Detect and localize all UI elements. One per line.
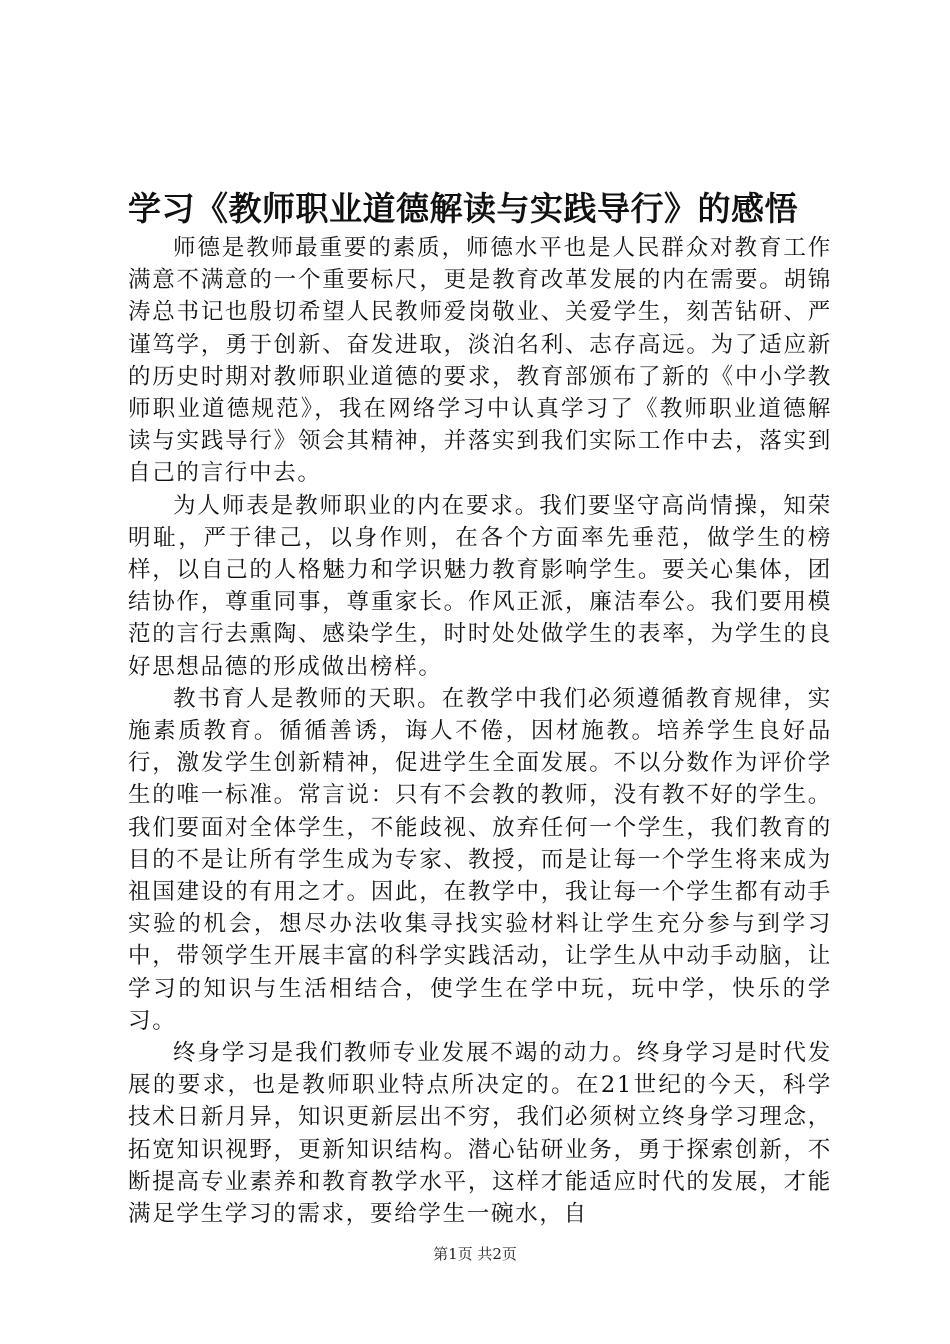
- paragraph-2: 为人师表是教师职业的内在要求。我们要坚守高尚情操，知荣明耻，严于律己，以身作则，在各个方面率先垂范，做学生的榜样，以自己的人格魅力和学识魅力教育影响学生。要关心集体，团结协作，尊重同事，尊重家长。作风正派，廉洁奉公。我们要用模范的言行去熏陶、感染学生，时时处处做学生的表率，为学生的良好思想品德的形成做出榜样。: [128, 492, 832, 680]
- document-body: [128, 232, 832, 1230]
- paragraph-3: 教书育人是教师的天职。在教学中我们必须遵循教育规律，实施素质教育。循循善诱，诲人不倦，因材施教。培养学生良好品行，激发学生创新精神，促进学生全面发展。不以分数作为评价学生的唯一标准。常言说：只有不会教的教师，没有教不好的学生。我们要面对全体学生，不能歧视、放弃任何一个学生，我们教育的目的不是让所有学生成为专家、教授，而是让每一个学生将来成为祖国建设的有用之才。因此，在教学中，我让每一个学生都有动手实验的机会，想尽办法收集寻找实验材料让学生充分参与到学习中，带领学生开展丰富的科学实践活动，让学生从中动手动脑，让学习的知识与生活相结合，使学生在学中玩，玩中学，快乐的学习。: [128, 685, 832, 1034]
- paragraph-1: 师德是教师最重要的素质，师德水平也是人民群众对教育工作满意不满意的一个重要标尺，更是教育改革发展的内在需要。胡锦涛总书记也殷切希望人民教师爱岗敬业、关爱学生，刻苦钻研、严谨笃学，勇于创新、奋发进取，淡泊名利、志存高远。为了适应新的历史时期对教师职业道德的要求，教育部颁布了新的《中小学教师职业道德规范》，我在网络学习中认真学习了《教师职业道德解读与实践导行》领会其精神，并落实到我们实际工作中去，落实到自己的言行中去。: [128, 235, 832, 487]
- paragraph-4: 终身学习是我们教师专业发展不竭的动力。终身学习是时代发展的要求，也是教师职业特点所决定的。在21世纪的今天，科学技术日新月异，知识更新层出不穷，我们必须树立终身学习理念，拓宽知识视野，更新知识结构。潜心钻研业务，勇于探索创新，不断提高专业素养和教育教学水平，这样才能适应时代的发展，才能满足学生学习的需求，要给学生一碗水，自: [128, 1040, 832, 1228]
- page-number-footer: 第1页 共2页: [433, 1245, 517, 1263]
- document-title: 学习《教师职业道德解读与实践导行》的感悟: [128, 189, 798, 228]
